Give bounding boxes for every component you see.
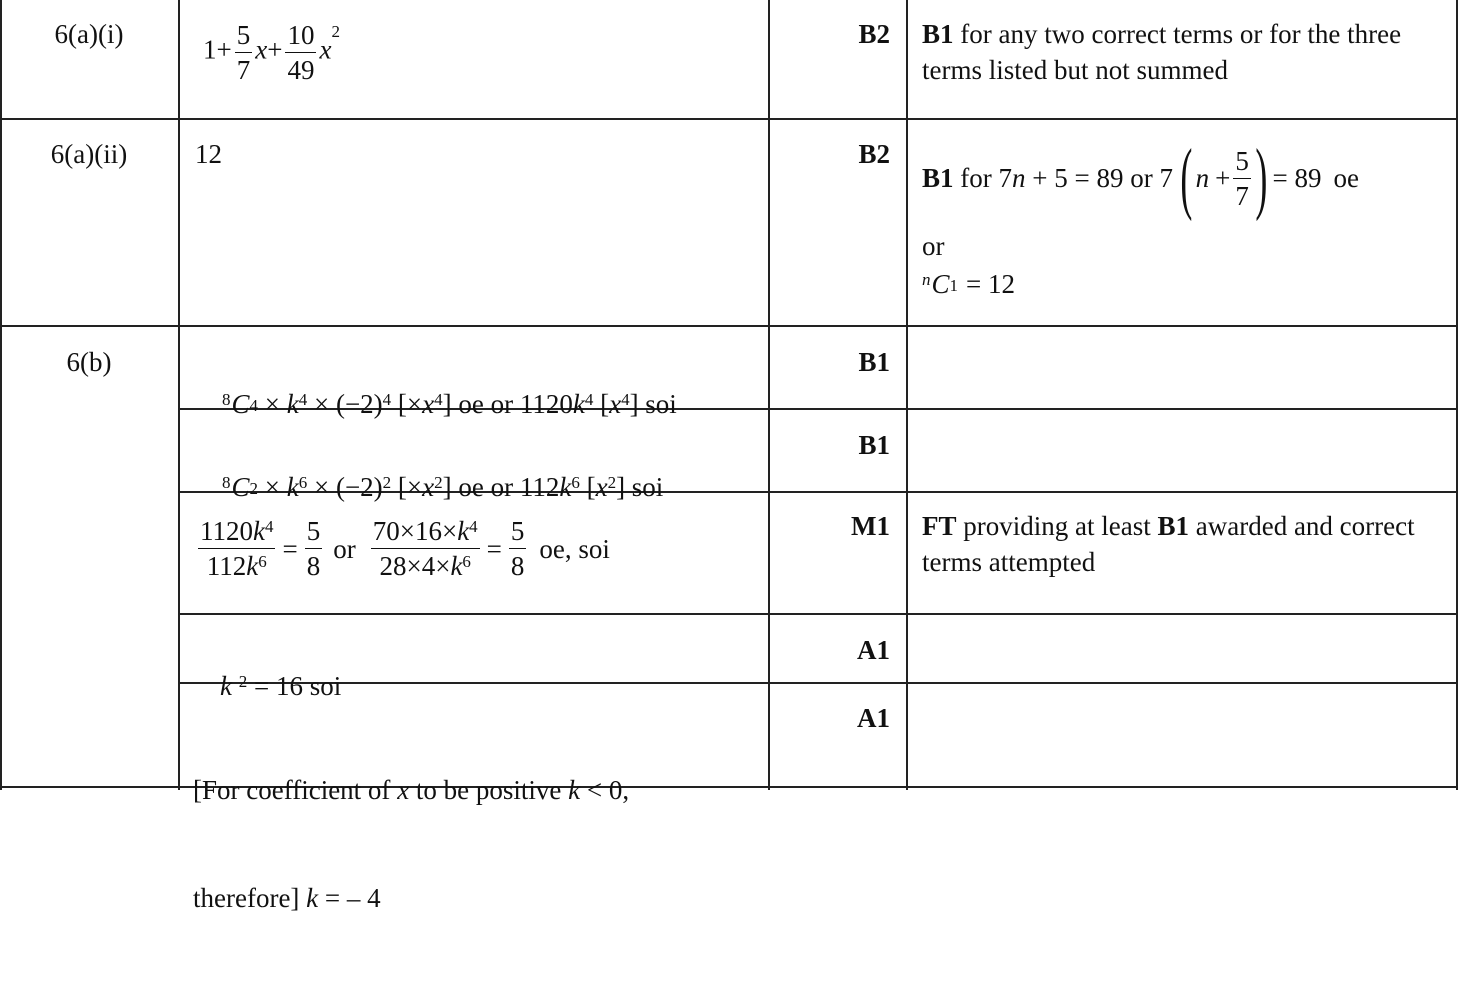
- fraction-numerator: 10: [285, 18, 316, 53]
- marks-cell: B1: [858, 430, 890, 460]
- answer-text: [For coefficient of: [193, 775, 398, 805]
- numerator-value: 1120: [200, 516, 253, 546]
- answer-term: 1: [203, 34, 217, 65]
- numerator-value: 70×16×: [372, 516, 458, 546]
- equation-op: +: [1215, 163, 1231, 193]
- answer-op: +: [267, 34, 283, 65]
- fraction: [235, 18, 253, 87]
- denominator-value: 112: [206, 551, 247, 581]
- marks-cell: M1: [851, 511, 890, 541]
- fraction: [1233, 144, 1251, 213]
- equation-rhs: = 89: [1272, 163, 1322, 193]
- fraction: [305, 514, 323, 583]
- variable: k: [306, 883, 319, 913]
- answer-text: < 0,: [580, 775, 630, 805]
- exponent: 6: [298, 473, 308, 492]
- combination-symbol: C: [231, 389, 250, 419]
- equals-sign: =: [282, 533, 298, 564]
- answer-text: × (−2): [307, 389, 383, 419]
- exponent: 4: [382, 390, 392, 409]
- exponent: 2: [434, 473, 443, 492]
- guidance-text: awarded and correct terms attempted: [922, 511, 1415, 577]
- marks-cell: A1: [857, 703, 890, 733]
- fraction-numerator: 5: [1233, 144, 1251, 179]
- answer-cell: [203, 18, 340, 87]
- variable: k: [253, 516, 265, 546]
- combination-superscript: n: [922, 270, 931, 289]
- variable: x: [609, 389, 622, 419]
- marks-cell: A1: [857, 635, 890, 665]
- fraction-denominator: 49: [287, 55, 315, 85]
- fraction-numerator: [198, 514, 275, 549]
- answer-text: to be positive: [409, 775, 569, 805]
- answer-text: [: [579, 472, 596, 502]
- variable: x: [422, 389, 435, 419]
- variable: x: [255, 34, 268, 65]
- variable: k: [450, 551, 463, 581]
- exponent: 2: [382, 473, 392, 492]
- answer-text: therefore]: [193, 883, 307, 913]
- answer-text: ] soi: [629, 389, 677, 419]
- left-parenthesis: (: [1180, 134, 1193, 222]
- answer-text: or: [333, 533, 356, 564]
- marks-cell: B2: [858, 139, 890, 169]
- combination-superscript: 8: [222, 473, 231, 492]
- answer-text: ] soi: [616, 472, 664, 502]
- variable: k: [246, 551, 259, 581]
- fraction-denominator: 7: [1235, 180, 1249, 211]
- fraction: [198, 514, 275, 583]
- exponent: 4: [584, 390, 594, 409]
- combination-subscript: 1: [949, 276, 959, 295]
- guidance-cell: [922, 508, 1442, 580]
- guidance-mark: B1: [922, 163, 954, 193]
- combination-subscript: 2: [249, 479, 259, 498]
- variable: k: [457, 516, 470, 546]
- guidance-cell: [922, 16, 1442, 88]
- question-number: 6(b): [66, 347, 112, 377]
- guidance-cell: [922, 136, 1442, 316]
- marks-cell: B2: [858, 19, 890, 49]
- fraction-denominator: 8: [306, 551, 321, 581]
- variable: k: [572, 389, 585, 419]
- combination-symbol: C: [231, 472, 250, 502]
- guidance-text: providing at least: [956, 511, 1158, 541]
- fraction-numerator: [371, 514, 480, 549]
- fraction-denominator: [198, 549, 275, 583]
- exponent: 4: [434, 390, 443, 409]
- denominator-value: 28×4×: [379, 551, 451, 581]
- row-divider: [0, 118, 1458, 120]
- combination-superscript: 8: [222, 390, 231, 409]
- exponent: 4: [264, 517, 274, 536]
- variable: k: [286, 472, 299, 502]
- variable: x: [422, 472, 435, 502]
- fraction-numerator: 5: [509, 514, 527, 549]
- variable: n: [1195, 163, 1210, 193]
- answer-line: [193, 772, 629, 808]
- equals-sign: =: [486, 533, 502, 564]
- fraction-denominator: [371, 549, 480, 583]
- answer-text: [: [593, 389, 610, 419]
- variable: k: [286, 389, 299, 419]
- variable: x: [595, 472, 608, 502]
- fraction: [371, 514, 480, 583]
- guidance-line: [922, 136, 1359, 220]
- exponent: 6: [571, 473, 580, 492]
- answer-cell: [193, 700, 629, 988]
- equation-rhs: = 12: [966, 269, 1015, 299]
- exponent: 2: [607, 473, 617, 492]
- question-number: 6(a)(i): [54, 19, 124, 49]
- guidance-mark: B1: [922, 19, 954, 49]
- answer-text: ×: [258, 389, 287, 419]
- row-divider: [178, 682, 1458, 684]
- answer-text: ×: [258, 472, 287, 502]
- question-number: 6(a)(ii): [50, 139, 128, 169]
- exponent: 2: [331, 22, 340, 41]
- answer-cell: 12: [195, 139, 222, 169]
- fraction-denominator: 8: [510, 551, 525, 581]
- fraction-numerator: 5: [305, 514, 323, 549]
- answer-text: × (−2): [307, 472, 383, 502]
- variable: k: [559, 472, 572, 502]
- fraction: [285, 18, 316, 87]
- row-divider: [0, 325, 1458, 327]
- variable: x: [397, 775, 410, 805]
- answer-op: +: [216, 34, 232, 65]
- guidance-text: for 7: [953, 163, 1012, 193]
- answer-text: ] oe or 112: [442, 472, 560, 502]
- exponent: 4: [298, 390, 308, 409]
- combination-subscript: 4: [249, 396, 259, 415]
- exponent: 4: [469, 517, 478, 536]
- exponent: 6: [258, 552, 267, 571]
- variable: k: [568, 775, 581, 805]
- guidance-line: or: [922, 231, 945, 261]
- answer-text: [×: [391, 472, 423, 502]
- exponent: 4: [621, 390, 630, 409]
- right-parenthesis: ): [1255, 134, 1268, 222]
- guidance-mark: FT: [922, 511, 957, 541]
- answer-text: oe, soi: [539, 533, 610, 564]
- answer-text: = – 4: [318, 883, 381, 913]
- equation-coefficient: 7: [1159, 163, 1173, 193]
- exponent: 2: [238, 672, 248, 691]
- variable: x: [319, 34, 332, 65]
- answer-cell: [195, 514, 610, 583]
- fraction-numerator: 5: [235, 18, 253, 53]
- fraction-denominator: 7: [236, 55, 251, 85]
- answer-text: = 16 soi: [247, 671, 342, 701]
- fraction: [509, 514, 527, 583]
- answer-text: [×: [391, 389, 423, 419]
- combination-symbol: C: [931, 269, 950, 299]
- row-divider: [178, 613, 1458, 615]
- answer-text: ] oe or 1120: [442, 389, 573, 419]
- exponent: 6: [462, 552, 471, 571]
- guidance-text: + 5 = 89 or: [1025, 163, 1160, 193]
- variable: n: [1012, 163, 1026, 193]
- guidance-line: [922, 266, 1015, 302]
- answer-line: [193, 880, 629, 916]
- guidance-text: oe: [1333, 163, 1359, 193]
- guidance-text: for any two correct terms or for the three terms listed but not summed: [922, 19, 1402, 85]
- marks-cell: B1: [858, 347, 890, 377]
- variable: k: [220, 671, 232, 701]
- guidance-mark: B1: [1157, 511, 1189, 541]
